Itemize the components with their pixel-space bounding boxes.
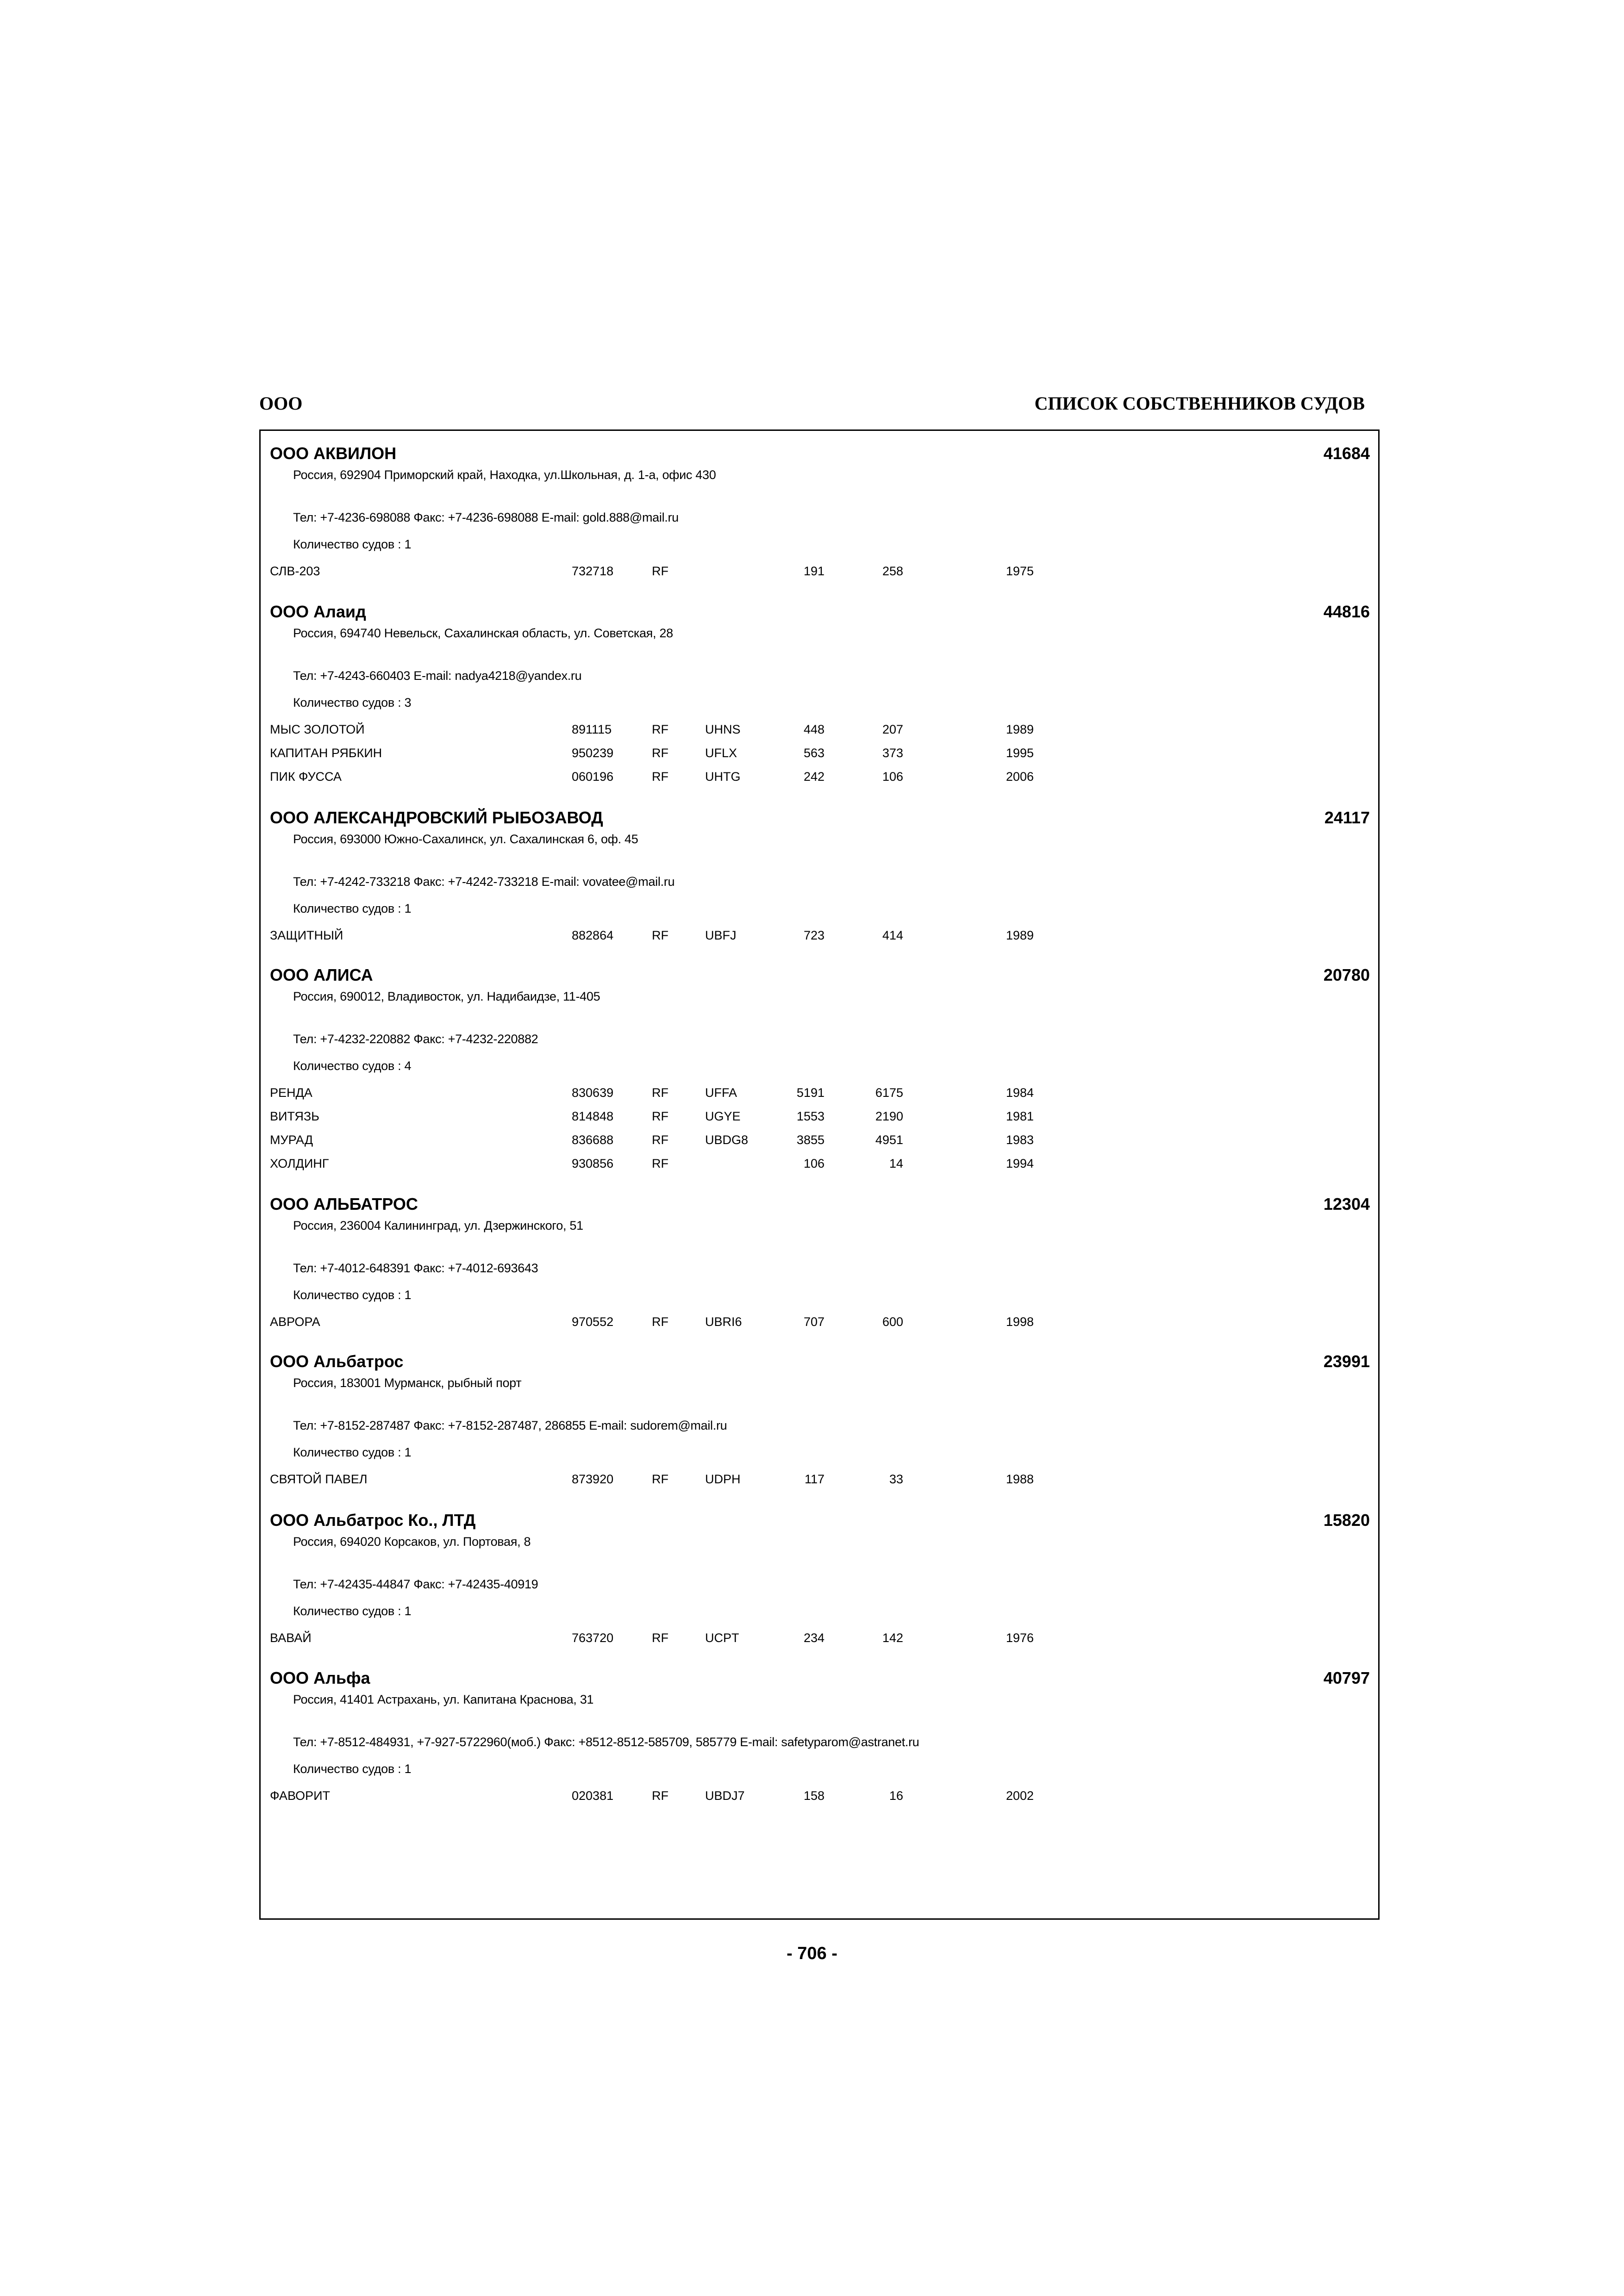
vessel-year: 1988 [1006,1472,1034,1486]
vessel-flag: RF [652,1133,668,1147]
running-header-left: ООО [259,393,303,414]
vessel-tonnage-net: 6175 [875,1086,903,1100]
owner-name: ООО Альбатрос [270,1352,404,1371]
owner-address: Россия, 692904 Приморский край, Находка, ул.Школьная, д. 1-а, офис 430 [293,468,716,482]
vessel-tonnage-gross: 3855 [796,1133,824,1147]
vessel-row [261,928,1372,944]
vessel-year: 1994 [1006,1157,1034,1170]
owner-address: Россия, 236004 Калининград, ул. Дзержинского, 51 [293,1219,583,1232]
owner-address: Россия, 183001 Мурманск, рыбный порт [293,1376,522,1390]
vessel-tonnage-net: 258 [882,564,903,578]
vessel-tonnage-gross: 106 [803,1157,824,1170]
vessel-callsign: UHNS [705,722,741,736]
vessel-callsign: UFFA [705,1086,737,1100]
vessel-tonnage-net: 414 [882,928,903,942]
vessel-row [261,1315,1372,1331]
vessel-row [261,1789,1372,1804]
vessel-callsign: UGYE [705,1109,741,1123]
vessel-count: Количество судов : 1 [293,1762,412,1776]
vessel-name: ХОЛДИНГ [270,1157,329,1170]
vessel-row [261,1133,1372,1149]
vessel-tonnage-gross: 242 [803,770,824,784]
vessel-tonnage-gross: 234 [803,1631,824,1645]
vessel-count: Количество судов : 1 [293,1445,412,1459]
vessel-number: 873920 [572,1472,614,1486]
owner-name: ООО Альфа [270,1668,370,1687]
vessel-name: МУРАД [270,1133,313,1147]
vessel-row [261,1109,1372,1125]
owner-address: Россия, 694740 Невельск, Сахалинская область, ул. Советская, 28 [293,626,673,640]
vessel-flag: RF [652,770,668,784]
owner-id: 12304 [1323,1195,1370,1213]
owner-id: 44816 [1323,602,1370,621]
vessel-callsign: UDPH [705,1472,741,1486]
owner-contacts: Тел: +7-4242-733218 Факс: +7-4242-733218 E-mail: vovatee@mail.ru [293,875,675,889]
vessel-number: 930856 [572,1157,614,1170]
vessel-name: ВИТЯЗЬ [270,1109,319,1123]
owner-contacts: Тел: +7-4243-660403 E-mail: nadya4218@yandex.ru [293,669,582,683]
vessel-year: 1975 [1006,564,1034,578]
vessel-name: АВРОРА [270,1315,320,1329]
page-number: - 706 - [787,1944,837,1963]
vessel-callsign: UBRI6 [705,1315,742,1329]
vessel-tonnage-gross: 117 [804,1472,824,1486]
vessel-name: ЗАЩИТНЫЙ [270,928,344,942]
vessel-tonnage-gross: 158 [803,1789,824,1803]
vessel-flag: RF [652,1157,668,1170]
vessel-number: 836688 [572,1133,614,1147]
vessel-callsign: UCPT [705,1631,739,1645]
vessel-name: СВЯТОЙ ПАВЕЛ [270,1472,368,1486]
vessel-tonnage-gross: 563 [803,746,824,760]
vessel-tonnage-net: 600 [882,1315,903,1329]
owner-name: ООО АЛЬБАТРОС [270,1195,418,1213]
vessel-number: 950239 [572,746,614,760]
vessel-number: 020381 [572,1789,614,1803]
vessel-tonnage-net: 207 [882,722,903,736]
vessel-tonnage-gross: 191 [803,564,824,578]
vessel-year: 2006 [1006,770,1034,784]
vessel-name: КАПИТАН РЯБКИН [270,746,382,760]
owner-contacts: Тел: +7-42435-44847 Факс: +7-42435-40919 [293,1577,538,1591]
vessel-flag: RF [652,722,668,736]
vessel-number: 970552 [572,1315,614,1329]
vessel-year: 1995 [1006,746,1034,760]
vessel-row [261,1157,1372,1172]
vessel-row [261,722,1372,738]
vessel-tonnage-gross: 1553 [796,1109,824,1123]
owner-id: 15820 [1323,1511,1370,1530]
owner-contacts: Тел: +7-4236-698088 Факс: +7-4236-698088 E-mail: gold.888@mail.ru [293,510,679,524]
vessel-year: 2002 [1006,1789,1034,1803]
vessel-callsign: UBDG8 [705,1133,749,1147]
owner-id: 23991 [1323,1352,1370,1371]
owner-name: ООО АЛИСА [270,965,373,984]
vessel-callsign: UFLX [705,746,737,760]
vessel-flag: RF [652,1789,668,1803]
vessel-tonnage-gross: 448 [803,722,824,736]
vessel-flag: RF [652,1315,668,1329]
vessel-row [261,1472,1372,1488]
vessel-row [261,1631,1372,1647]
vessel-row [261,746,1372,762]
vessel-tonnage-gross: 723 [803,928,824,942]
vessel-name: СЛВ-203 [270,564,320,578]
vessel-callsign: UHTG [705,770,741,784]
vessel-number: 763720 [572,1631,614,1645]
owners-list-frame [259,429,1380,1920]
vessel-tonnage-net: 33 [889,1472,903,1486]
vessel-flag: RF [652,564,668,578]
vessel-flag: RF [652,928,668,942]
vessel-tonnage-gross: 707 [803,1315,824,1329]
owner-contacts: Тел: +7-8152-287487 Факс: +7-8152-287487, 286855 E-mail: sudorem@mail.ru [293,1419,727,1432]
vessel-tonnage-net: 373 [882,746,903,760]
vessel-flag: RF [652,746,668,760]
vessel-callsign: UBFJ [705,928,737,942]
vessel-number: 732718 [572,564,614,578]
vessel-name: ПИК ФУССА [270,770,342,784]
vessel-flag: RF [652,1109,668,1123]
vessel-number: 882864 [572,928,614,942]
vessel-number: 814848 [572,1109,614,1123]
vessel-name: ФАВОРИТ [270,1789,330,1803]
vessel-number: 830639 [572,1086,614,1100]
vessel-flag: RF [652,1472,668,1486]
owner-id: 41684 [1323,444,1370,463]
vessel-count: Количество судов : 1 [293,1604,412,1618]
vessel-count: Количество судов : 4 [293,1059,412,1073]
vessel-count: Количество судов : 3 [293,696,412,709]
vessel-year: 1976 [1006,1631,1034,1645]
vessel-count: Количество судов : 1 [293,1288,412,1302]
owner-contacts: Тел: +7-8512-484931, +7-927-5722960(моб.) Факс: +8512-8512-585709, 585779 E-mail: safetyparom@astranet.ru [293,1735,919,1749]
vessel-tonnage-gross: 5191 [796,1086,824,1100]
vessel-tonnage-net: 142 [882,1631,903,1645]
vessel-number: 891115 [572,722,612,736]
owner-name: ООО Алаид [270,602,366,621]
vessel-tonnage-net: 14 [889,1157,903,1170]
vessel-flag: RF [652,1086,668,1100]
vessel-year: 1984 [1006,1086,1034,1100]
vessel-flag: RF [652,1631,668,1645]
vessel-count: Количество судов : 1 [293,902,412,915]
owner-name: ООО АКВИЛОН [270,444,397,463]
vessel-row [261,1086,1372,1101]
owner-contacts: Тел: +7-4232-220882 Факс: +7-4232-220882 [293,1032,538,1046]
owner-id: 40797 [1323,1668,1370,1687]
owner-id: 24117 [1324,808,1370,827]
vessel-name: РЕНДА [270,1086,312,1100]
vessel-tonnage-net: 4951 [875,1133,903,1147]
vessel-year: 1981 [1006,1109,1034,1123]
vessel-tonnage-net: 16 [889,1789,903,1803]
vessel-tonnage-net: 2190 [875,1109,903,1123]
vessel-callsign: UBDJ7 [705,1789,745,1803]
owner-contacts: Тел: +7-4012-648391 Факс: +7-4012-693643 [293,1261,538,1275]
vessel-name: ВАВАЙ [270,1631,312,1645]
vessel-number: 060196 [572,770,614,784]
owner-address: Россия, 693000 Южно-Сахалинск, ул. Сахалинская 6, оф. 45 [293,832,638,846]
owner-address: Россия, 694020 Корсаков, ул. Портовая, 8 [293,1535,531,1549]
vessel-row [261,770,1372,785]
owner-name: ООО АЛЕКСАНДРОВСКИЙ РЫБОЗАВОД [270,808,603,827]
vessel-year: 1989 [1006,722,1034,736]
vessel-tonnage-net: 106 [882,770,903,784]
owner-address: Россия, 41401 Астрахань, ул. Капитана Краснова, 31 [293,1692,594,1706]
vessel-name: МЫС ЗОЛОТОЙ [270,722,365,736]
vessel-year: 1998 [1006,1315,1034,1329]
owner-address: Россия, 690012, Владивосток, ул. Надибаидзе, 11-405 [293,989,600,1003]
vessel-row [261,564,1372,580]
owner-id: 20780 [1323,965,1370,984]
owner-name: ООО Альбатрос Ко., ЛТД [270,1511,476,1530]
running-header-right: СПИСОК СОБСТВЕННИКОВ СУДОВ [1034,393,1365,414]
vessel-count: Количество судов : 1 [293,537,412,551]
vessel-year: 1989 [1006,928,1034,942]
vessel-year: 1983 [1006,1133,1034,1147]
